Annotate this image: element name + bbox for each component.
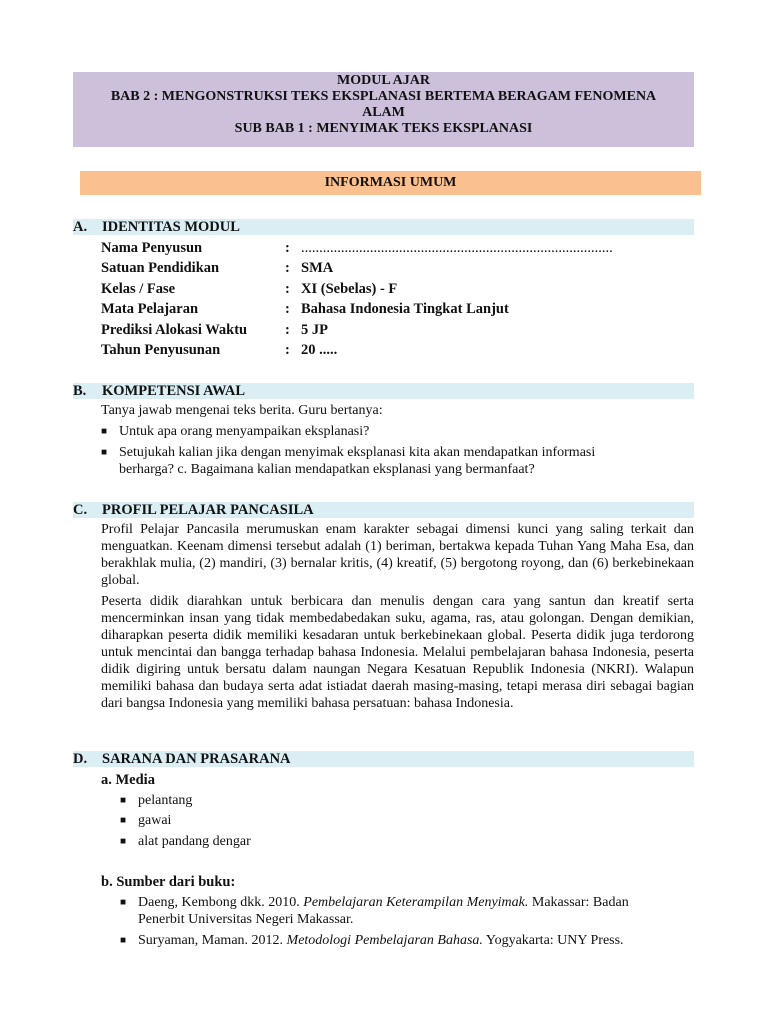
identity-value: 20 ..... bbox=[301, 342, 338, 358]
kompetensi-intro: Tanya jawab mengenai teks berita. Guru bertanya: bbox=[101, 403, 383, 418]
identity-value: SMA bbox=[301, 260, 334, 276]
identity-value: ...................................................................................... bbox=[301, 240, 613, 256]
bullet-icon: ■ bbox=[120, 836, 127, 847]
section-b-letter: B. bbox=[73, 383, 87, 399]
bullet-icon: ■ bbox=[120, 815, 127, 826]
bullet-icon: ■ bbox=[101, 426, 108, 437]
bullet-icon: ■ bbox=[120, 935, 127, 946]
section-a-title: IDENTITAS MODUL bbox=[102, 219, 240, 235]
identity-value: XI (Sebelas) - F bbox=[301, 281, 398, 297]
section-c-letter: C. bbox=[73, 502, 88, 518]
identity-key: Mata Pelajaran bbox=[101, 301, 199, 317]
identity-colon: : bbox=[285, 260, 290, 276]
media-heading: a. Media bbox=[101, 772, 155, 788]
info-umum-heading: INFORMASI UMUM bbox=[80, 171, 701, 195]
identity-key: Satuan Pendidikan bbox=[101, 260, 220, 276]
section-b-title: KOMPETENSI AWAL bbox=[102, 383, 246, 399]
chapter-title: BAB 2 : MENGONSTRUKSI TEKS EKSPLANASI BERTEMA BERAGAM FENOMENA bbox=[110, 89, 657, 104]
section-d-letter: D. bbox=[73, 751, 88, 767]
bullet-text: Setujukah kalian jika dengan menyimak eksplanasi kita akan mendapatkan informasi bbox=[119, 445, 596, 460]
section-d-heading bbox=[73, 751, 694, 767]
media-item: gawai bbox=[138, 813, 172, 828]
identity-value: Bahasa Indonesia Tingkat Lanjut bbox=[301, 301, 509, 317]
section-c-heading bbox=[73, 502, 694, 518]
subchapter-title: SUB BAB 1 : MENYIMAK TEKS EKSPLANASI bbox=[234, 121, 533, 136]
reference-text: Suryaman, Maman. 2012. Metodologi Pembelajaran Bahasa. Yogyakarta: UNY Press. bbox=[138, 933, 624, 948]
section-c-title: PROFIL PELAJAR PANCASILA bbox=[102, 502, 314, 518]
bullet-icon: ■ bbox=[101, 447, 108, 458]
identity-key: Kelas / Fase bbox=[101, 281, 176, 297]
identity-colon: : bbox=[285, 301, 290, 317]
section-b-heading bbox=[73, 383, 694, 399]
section-a-heading bbox=[73, 219, 694, 235]
identity-key: Tahun Penyusunan bbox=[101, 342, 221, 358]
chapter-title-cont: ALAM bbox=[362, 105, 405, 120]
identity-key: Nama Penyusun bbox=[101, 240, 203, 256]
media-item: pelantang bbox=[138, 793, 193, 808]
bullet-icon: ■ bbox=[120, 897, 127, 908]
reference-text: Penerbit Universitas Negeri Makassar. bbox=[138, 912, 354, 927]
section-d-title: SARANA DAN PRASARANA bbox=[102, 751, 291, 767]
section-a-letter: A. bbox=[73, 219, 88, 235]
module-title: MODUL AJAR bbox=[337, 73, 430, 88]
media-item: alat pandang dengar bbox=[138, 834, 251, 849]
identity-colon: : bbox=[285, 240, 290, 256]
bullet-text: berharga? c. Bagaimana kalian mendapatkan eksplanasi yang bermanfaat? bbox=[119, 462, 535, 477]
profil-paragraph-2: Peserta didik diarahkan untuk berbicara dan menulis dengan cara yang santun dan kreatif serta mencerminkan insan yang tidak membedabedakan suku, agama, ras, atau golongan. Dengan demikian, diharapkan peserta didik memiliki kesadaran untuk berkebinekaan global. Peserta didik juga terdorong untuk mencintai dan bangga terhadap bahasa Indonesia. Melalui pembelajaran bahasa Indonesia, peserta didik digiring untuk bersatu dalam naungan Negara Kesatuan Republik Indonesia (NKRI). Walapun memiliki bahasa dan budaya serta adat istiadat daerah masing-masing, tetapi merasa diri sebagai bagian dari bangsa Indonesia yang memiliki bahasa persatuan: bahasa Indonesia. bbox=[101, 594, 694, 711]
reference-text: Daeng, Kembong dkk. 2010. Pembelajaran Keterampilan Menyimak. Makassar: Badan bbox=[138, 895, 629, 910]
sumber-heading: b. Sumber dari buku: bbox=[101, 874, 236, 890]
bullet-text: Untuk apa orang menyampaikan eksplanasi? bbox=[119, 424, 370, 439]
identity-key: Prediksi Alokasi Waktu bbox=[101, 322, 248, 338]
identity-value: 5 JP bbox=[301, 322, 328, 338]
module-title-block bbox=[73, 72, 694, 147]
bullet-icon: ■ bbox=[120, 795, 127, 806]
identity-colon: : bbox=[285, 322, 290, 338]
identity-colon: : bbox=[285, 342, 290, 358]
identity-colon: : bbox=[285, 281, 290, 297]
profil-paragraph-1: Profil Pelajar Pancasila merumuskan enam karakter sebagai dimensi kunci yang saling terkait dan menguatkan. Keenam dimensi tersebut adalah (1) beriman, bertakwa kepada Tuhan Yang Maha Esa, dan berakhlak mulia, (2) mandiri, (3) bernalar kritis, (4) kreatif, (5) bergotong royong, dan (6) berkebinekaan global. bbox=[101, 522, 694, 588]
